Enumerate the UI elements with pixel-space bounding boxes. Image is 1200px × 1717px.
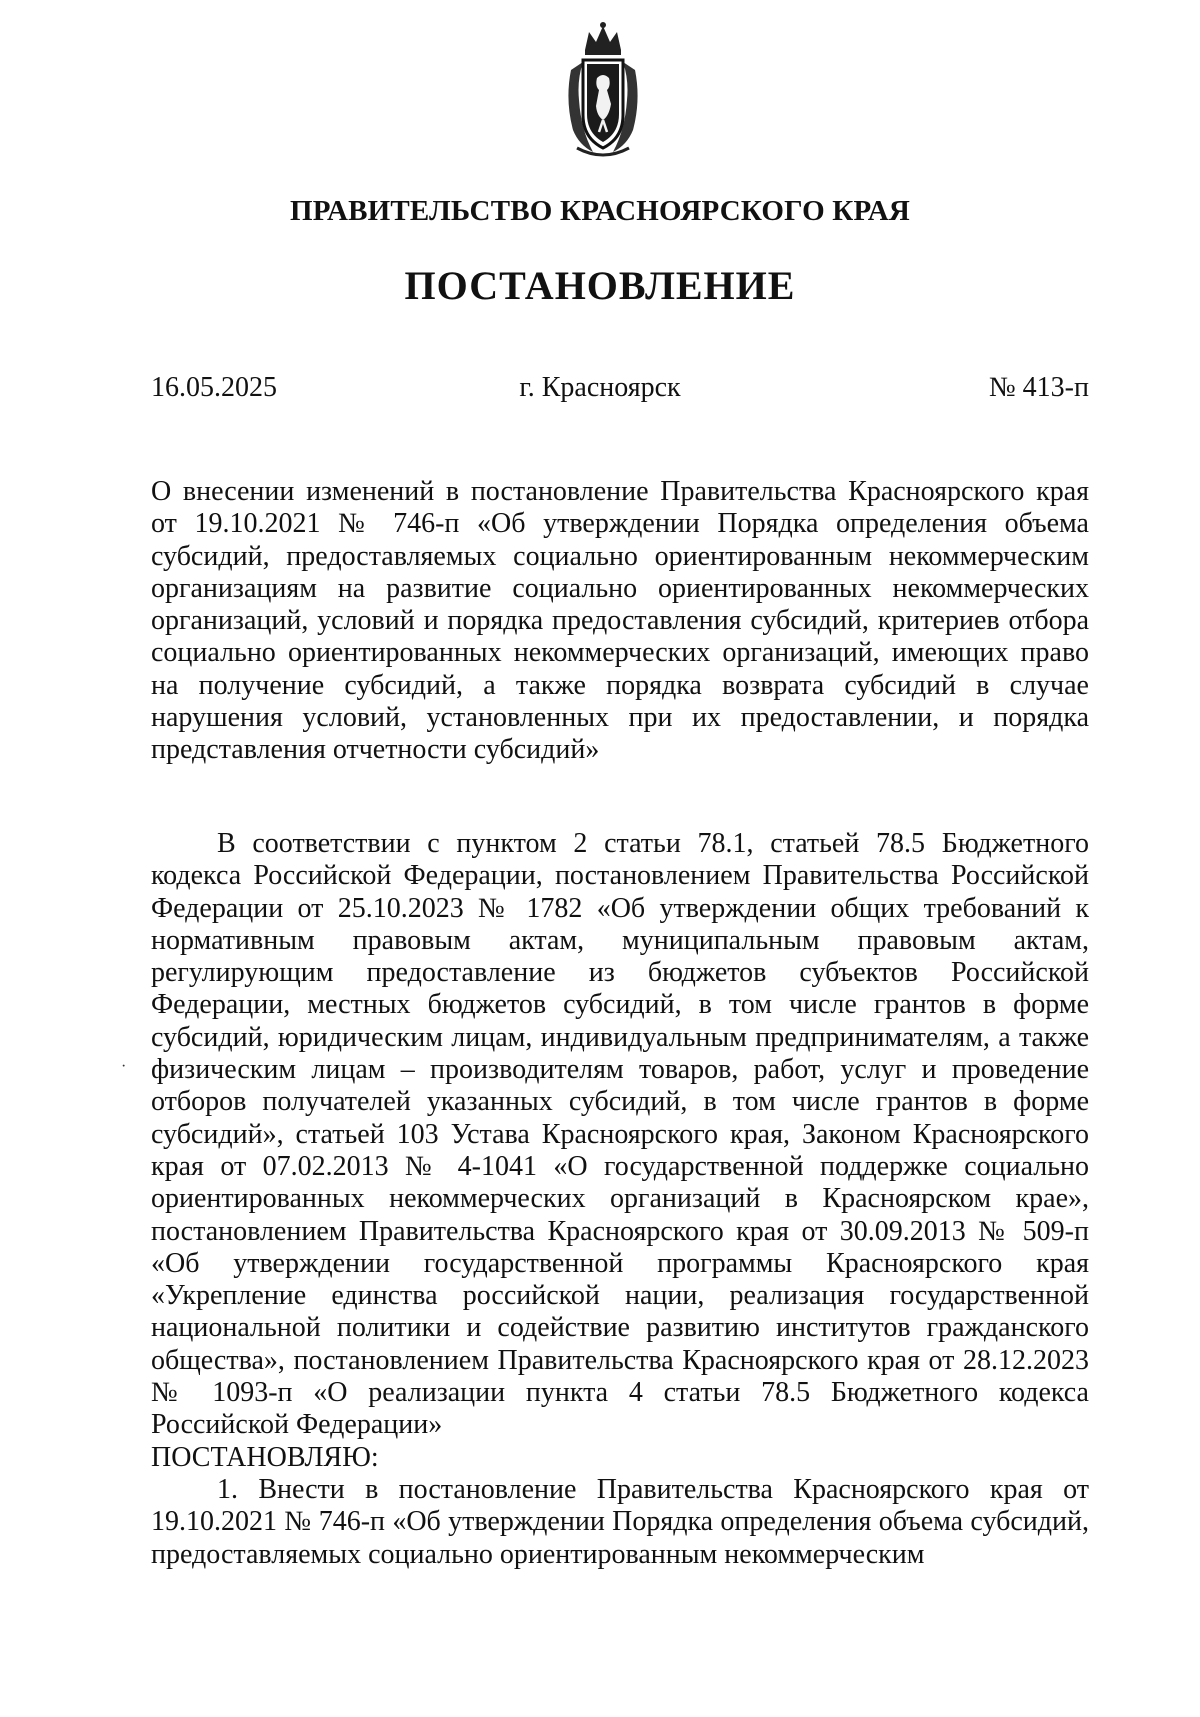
document-subject: О внесении изменений в постановление Правительства Красноярского края от 19.10.2021 № 746-п «Об утверждении Порядка определения объема субсидий, предоставляемых социально ориентированным некоммерческим организациям на развитие социально ориентированных некоммерческих организаций, условий и порядка предоставления субсидий, критериев отбора социально ориентированных некоммерческих организаций, имеющих право на получение субсидий, а также порядка возврата субсидий в случае нарушения условий, установленных при их предоставлении, и порядка представления отчетности субсидий» <box>151 476 1089 766</box>
document-body <box>151 828 1089 1571</box>
document-type-title: ПОСТАНОВЛЕНИЕ <box>404 263 796 308</box>
document-city: г. Красноярск <box>519 372 681 403</box>
document-date: 16.05.2025 <box>151 372 277 403</box>
item-1-paragraph: 1. Внести в постановление Правительства Красноярского края от 19.10.2021 № 746-п «Об утверждении Порядка определения объема субсидий, предоставляемых социально ориентированным некоммерческим <box>151 1473 1089 1570</box>
preamble-paragraph: В соответствии с пунктом 2 статьи 78.1, статьей 78.5 Бюджетного кодекса Российской Федерации, постановлением Правительства Российской Федерации от 25.10.2023 № 1782 «Об утверждении общих требований к нормативным правовым актам, муниципальным правовым актам, регулирующим предоставление из бюджетов субъектов Российской Федерации, местных бюджетов субсидий, в том числе грантов в форме субсидий, юридическим лицам, индивидуальным предпринимателям, а также физическим лицам – производителям товаров, работ, услуг и проведение отборов получателей указанных субсидий, в том числе грантов в форме субсидий», статьей 103 Устава Красноярского края, Законом Красноярского края от 07.02.2013 № 4-1041 «О государственной поддержке социально ориентированных некоммерческих организаций в Красноярском крае», постановлением Правительства Красноярского края от 30.09.2013 № 509-п «Об утверждении государственной программы Красноярского края «Укрепление единства российской нации, реализация государственной национальной политики и содействие развитию институтов гражданского общества», постановлением Правительства Красноярского края от 28.12.2023 № 1093-п «О реализации пункта 4 статьи 78.5 Бюджетного кодекса Российской Федерации» <box>151 828 1089 1441</box>
resolve-statement: ПОСТАНОВЛЯЮ: <box>151 1441 379 1473</box>
coat-of-arms-icon <box>563 20 643 160</box>
government-name: ПРАВИТЕЛЬСТВО КРАСНОЯРСКОГО КРАЯ <box>289 195 911 227</box>
margin-mark: · <box>121 1058 127 1075</box>
document-number: № 413-п <box>988 372 1089 403</box>
